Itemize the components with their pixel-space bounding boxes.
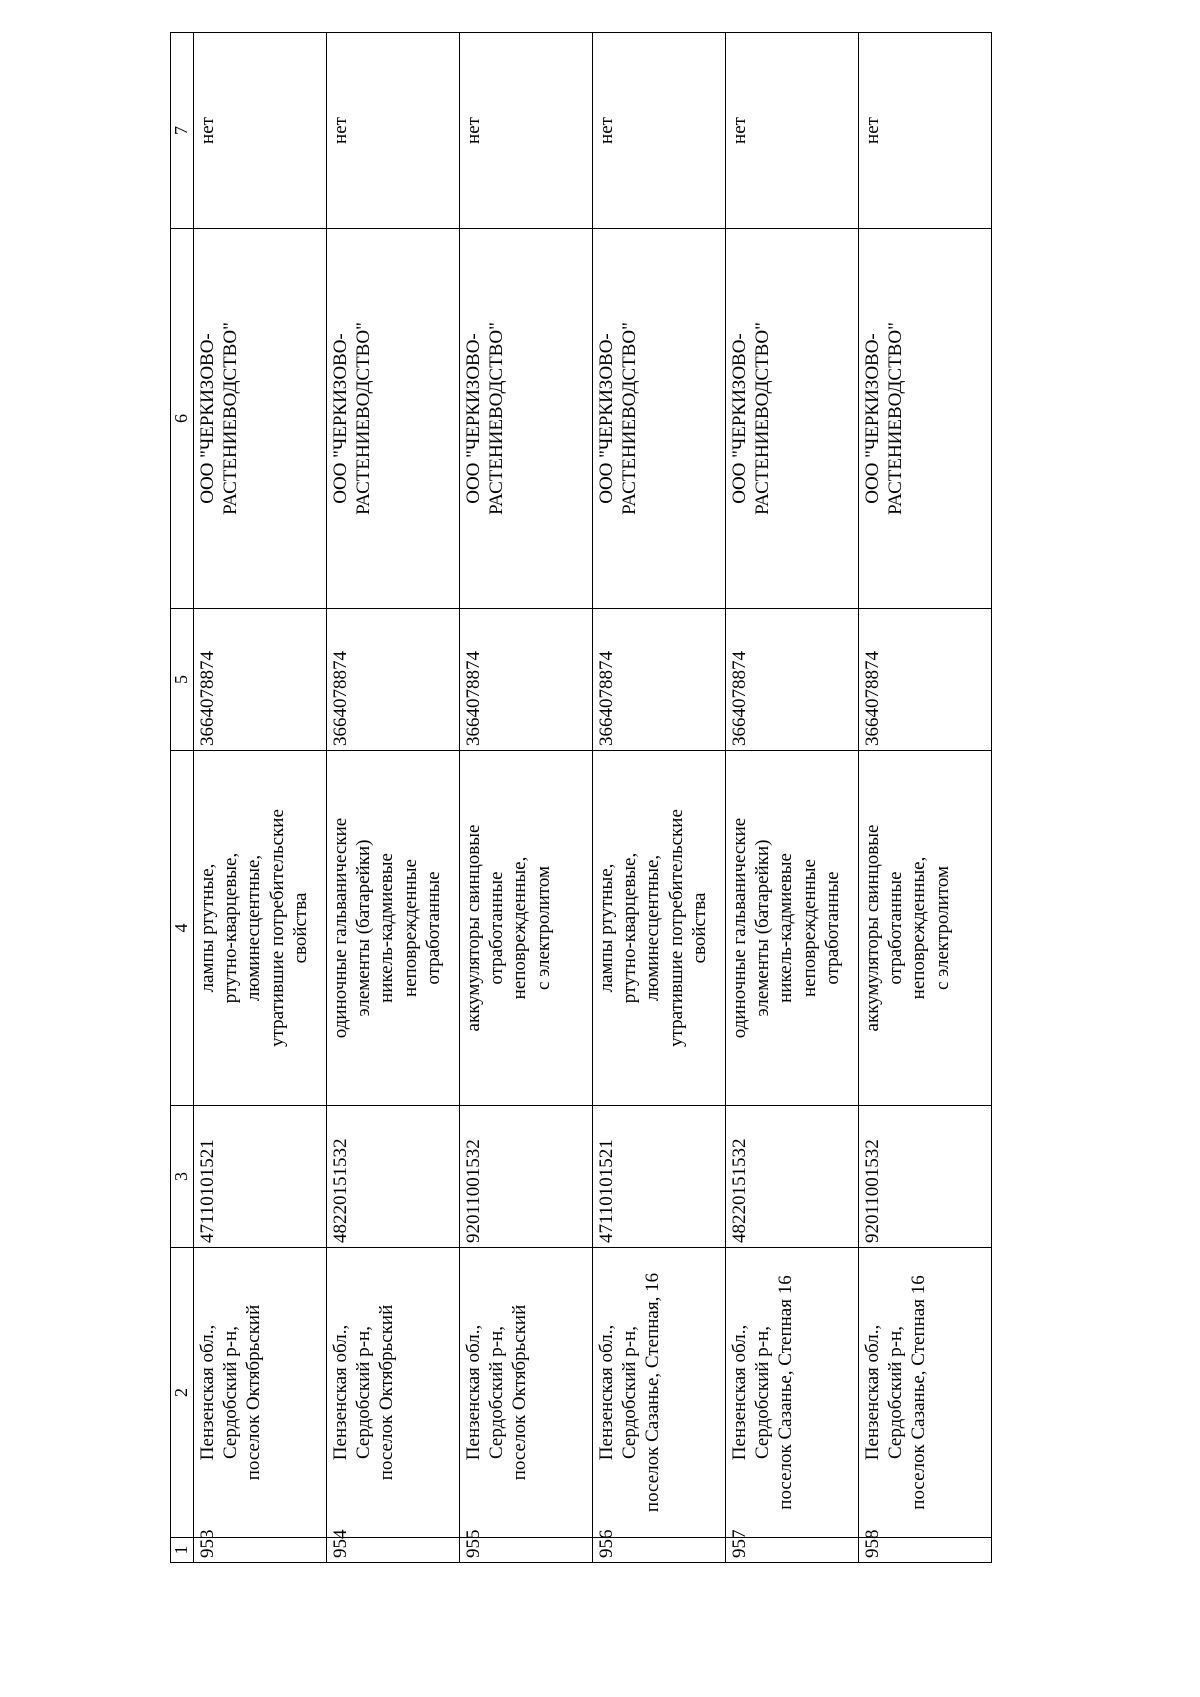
waste-name-cell-line: никель-кадмиевые [376, 853, 398, 1003]
table-row [859, 33, 992, 1563]
header-col-1: 1 [171, 1538, 194, 1563]
note-cell: нет [460, 33, 593, 229]
address-cell-line: поселок Сазанье, Степная 16 [775, 1275, 797, 1510]
table-row [460, 33, 593, 1563]
header-col-6: 6 [171, 229, 194, 609]
waste-code-cell: 47110101521 [194, 1106, 327, 1248]
inn-cell: 3664078874 [859, 609, 992, 751]
inn-cell: 3664078874 [593, 609, 726, 751]
waste-name-cell-line: неповрежденные [399, 859, 421, 997]
organization-cell-line: ООО "ЧЕРКИЗОВО- [596, 333, 617, 504]
waste-code-cell: 48220151532 [726, 1106, 859, 1248]
waste-name-cell-line: неповрежденные, [908, 856, 930, 1000]
waste-name-cell-line: одиночные гальванические [729, 817, 750, 1039]
waste-code-cell: 47110101521 [593, 1106, 726, 1248]
organization-cell [327, 229, 460, 609]
waste-name-cell-line: лампы ртутные, [197, 863, 218, 993]
waste-name-cell-line: с электролитом [532, 865, 554, 991]
address-cell-line: Пензенская обл., [463, 1324, 484, 1461]
note-cell: нет [327, 33, 460, 229]
header-col-5: 5 [171, 609, 194, 751]
row-number: 953 [194, 1538, 327, 1563]
organization-cell [859, 229, 992, 609]
organization-cell-line: ООО "ЧЕРКИЗОВО- [862, 333, 883, 504]
organization-cell-line: РАСТЕНИЕВОДСТВО" [353, 322, 375, 515]
note-cell: нет [726, 33, 859, 229]
table-row [593, 33, 726, 1563]
address-cell [194, 1248, 327, 1538]
waste-name-cell [726, 751, 859, 1106]
inn-cell: 3664078874 [726, 609, 859, 751]
waste-name-cell [859, 751, 992, 1106]
row-number: 955 [460, 1538, 593, 1563]
address-cell [460, 1248, 593, 1538]
address-cell [593, 1248, 726, 1538]
column-number-header-row [171, 33, 194, 1563]
waste-name-cell-line: аккумуляторы свинцовые [463, 824, 484, 1032]
organization-cell-line: ООО "ЧЕРКИЗОВО- [330, 333, 351, 504]
organization-cell-line: РАСТЕНИЕВОДСТВО" [752, 322, 774, 515]
waste-name-cell-line: утратившие потребительские [266, 809, 288, 1047]
address-cell [726, 1248, 859, 1538]
waste-name-cell-line: люминесцентные, [243, 854, 265, 1002]
waste-name-cell-line: элементы (батарейки) [752, 839, 774, 1017]
table-row [194, 33, 327, 1563]
waste-name-cell-line: лампы ртутные, [596, 863, 617, 993]
address-cell-line: Сердобский р-н, [619, 1326, 641, 1459]
address-cell [859, 1248, 992, 1538]
header-col-2: 2 [171, 1248, 194, 1538]
waste-name-cell-line: отработанные [821, 871, 843, 985]
waste-name-cell-line: неповрежденные, [509, 856, 531, 1000]
address-cell-line: поселок Октябрьский [509, 1304, 531, 1481]
waste-code-cell: 92011001532 [460, 1106, 593, 1248]
note-cell: нет [593, 33, 726, 229]
table-body [171, 33, 992, 1563]
waste-registry-table [170, 32, 992, 1563]
organization-cell-line: РАСТЕНИЕВОДСТВО" [486, 322, 508, 515]
header-col-3: 3 [171, 1106, 194, 1248]
address-cell [327, 1248, 460, 1538]
row-number: 958 [859, 1538, 992, 1563]
waste-name-cell [460, 751, 593, 1106]
organization-cell-line: ООО "ЧЕРКИЗОВО- [197, 333, 218, 504]
waste-name-cell-line: отработанные [422, 871, 444, 985]
waste-name-cell-line: аккумуляторы свинцовые [862, 824, 883, 1032]
note-cell: нет [194, 33, 327, 229]
waste-name-cell-line: одиночные гальванические [330, 817, 351, 1039]
address-cell-line: Пензенская обл., [729, 1324, 750, 1461]
waste-name-cell-line: свойства [688, 892, 710, 964]
waste-code-cell: 48220151532 [327, 1106, 460, 1248]
organization-cell [593, 229, 726, 609]
waste-name-cell-line: утратившие потребительские [665, 809, 687, 1047]
inn-cell: 3664078874 [194, 609, 327, 751]
organization-cell-line: РАСТЕНИЕВОДСТВО" [619, 322, 641, 515]
inn-cell: 3664078874 [460, 609, 593, 751]
table-row [327, 33, 460, 1563]
address-cell-line: Сердобский р-н, [486, 1326, 508, 1459]
table-row [726, 33, 859, 1563]
address-cell-line: поселок Октябрьский [376, 1304, 398, 1481]
waste-name-cell-line: люминесцентные, [642, 854, 664, 1002]
organization-cell [194, 229, 327, 609]
waste-code-cell: 92011001532 [859, 1106, 992, 1248]
address-cell-line: Сердобский р-н, [885, 1326, 907, 1459]
address-cell-line: Пензенская обл., [862, 1324, 883, 1461]
address-cell-line: Сердобский р-н, [353, 1326, 375, 1459]
waste-name-cell-line: ртутно-кварцевые, [619, 852, 641, 1004]
waste-name-cell [194, 751, 327, 1106]
address-cell-line: поселок Сазанье, Степная 16 [908, 1275, 930, 1510]
row-number: 957 [726, 1538, 859, 1563]
waste-name-cell-line: отработанные [486, 871, 508, 985]
organization-cell-line: ООО "ЧЕРКИЗОВО- [729, 333, 750, 504]
waste-name-cell-line: отработанные [885, 871, 907, 985]
waste-name-cell [593, 751, 726, 1106]
address-cell-line: Сердобский р-н, [220, 1326, 242, 1459]
note-cell: нет [859, 33, 992, 229]
address-cell-line: Пензенская обл., [330, 1324, 351, 1461]
waste-name-cell [327, 751, 460, 1106]
address-cell-line: Сердобский р-н, [752, 1326, 774, 1459]
organization-cell-line: ООО "ЧЕРКИЗОВО- [463, 333, 484, 504]
address-cell-line: Пензенская обл., [596, 1324, 617, 1461]
row-number: 956 [593, 1538, 726, 1563]
organization-cell [460, 229, 593, 609]
row-number: 954 [327, 1538, 460, 1563]
organization-cell [726, 229, 859, 609]
rotated-table-container [170, 33, 990, 1563]
waste-name-cell-line: с электролитом [931, 865, 953, 991]
waste-name-cell-line: неповрежденные [798, 859, 820, 997]
header-col-7: 7 [171, 33, 194, 229]
waste-name-cell-line: ртутно-кварцевые, [220, 852, 242, 1004]
header-col-4: 4 [171, 751, 194, 1106]
waste-name-cell-line: свойства [289, 892, 311, 964]
address-cell-line: поселок Октябрьский [243, 1304, 265, 1481]
waste-name-cell-line: никель-кадмиевые [775, 853, 797, 1003]
organization-cell-line: РАСТЕНИЕВОДСТВО" [885, 322, 907, 515]
address-cell-line: поселок Сазанье, Степная, 16 [642, 1272, 664, 1513]
inn-cell: 3664078874 [327, 609, 460, 751]
waste-name-cell-line: элементы (батарейки) [353, 839, 375, 1017]
address-cell-line: Пензенская обл., [197, 1324, 218, 1461]
organization-cell-line: РАСТЕНИЕВОДСТВО" [220, 322, 242, 515]
